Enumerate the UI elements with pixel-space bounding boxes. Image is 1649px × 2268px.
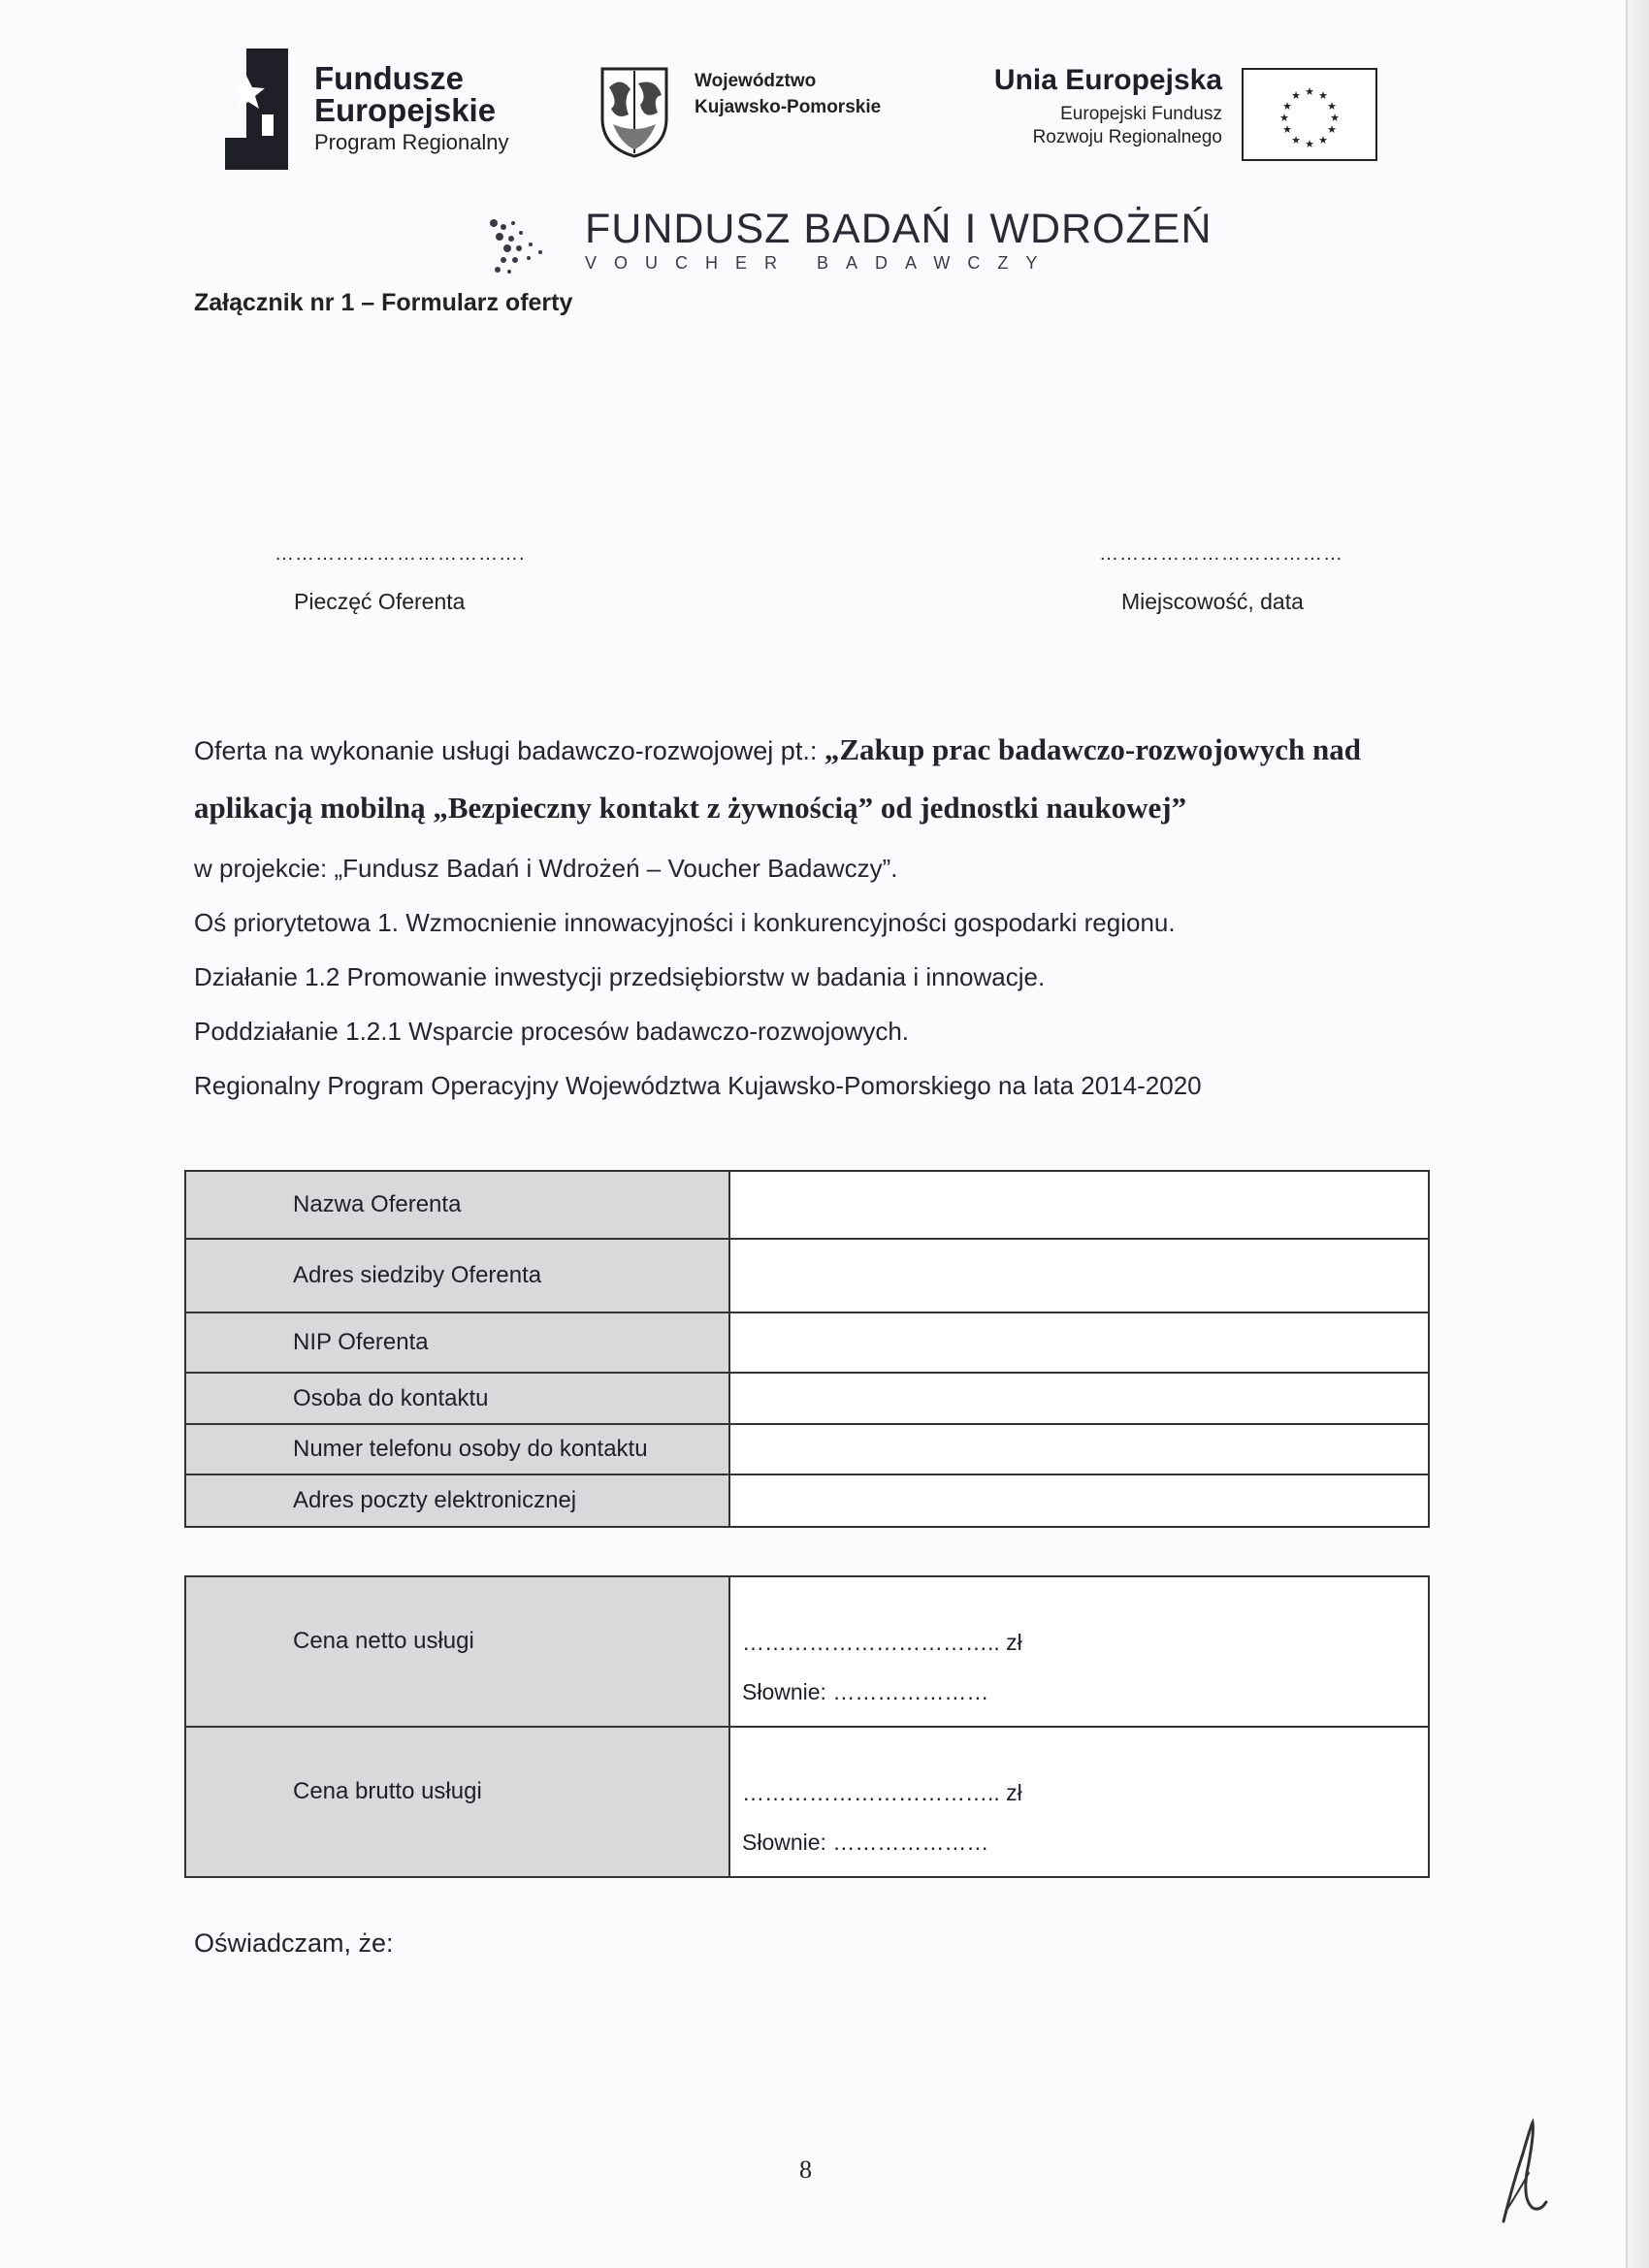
svg-text:★: ★ [1305,85,1314,98]
gross-price-amount[interactable]: …………………………….. zł [742,1780,1022,1805]
table-row [185,1474,1429,1527]
contact-person-label: Osoba do kontaktu [185,1373,729,1424]
svg-text:★: ★ [1291,134,1301,146]
offeror-nip-label: NIP Oferenta [185,1312,729,1373]
net-price-value-cell[interactable] [729,1576,1429,1727]
table-row [185,1373,1429,1424]
dots-icon [490,217,546,275]
offer-title-part2: aplikacją mobilną „Bezpieczny kontakt z żywnością” od jednostki naukowej” [194,791,1187,825]
wojewodztwo-line1: Województwo [695,71,817,91]
svg-text:★: ★ [1318,89,1328,102]
fe-star-icon [225,49,288,170]
offer-title-part1: „Zakup prac badawczo-rozwojowych nad [824,732,1361,766]
contact-phone-label: Numer telefonu osoby do kontaktu [185,1424,729,1474]
stamp-dotted-line: ………………………………. [275,543,526,565]
table-row [185,1576,1429,1727]
offeror-name-field[interactable] [729,1171,1429,1239]
gross-price-label: Cena brutto usługi [293,1778,482,1804]
svg-text:★: ★ [1327,100,1337,113]
attachment-title: Załącznik nr 1 – Formularz oferty [194,289,573,316]
paragraph-project: w projekcie: „Fundusz Badań i Wdrożeń – Voucher Badawczy”. [194,854,898,883]
unia-europejska-logo [922,64,1377,161]
gross-price-value-cell[interactable] [729,1727,1429,1877]
gross-price-cell [185,1727,729,1877]
fe-logo-line2: Europejskie [314,92,497,128]
table-row [185,1239,1429,1312]
coat-of-arms-icon [599,66,669,159]
offer-intro [194,732,1361,767]
net-price-amount[interactable]: …………………………….. zł [742,1630,1022,1655]
paragraph-subaction: Poddziałanie 1.2.1 Wsparcie procesów badawczo-rozwojowych. [194,1017,910,1046]
net-price-words[interactable]: Słownie: ………………… [742,1679,989,1704]
paragraph-priority-axis: Oś priorytetowa 1. Wzmocnienie innowacyjności i konkurencyjności gospodarki regionu. [194,908,1176,937]
fbw-subtitle: VOUCHER BADAWCZY [585,253,1055,273]
paragraph-program: Regionalny Program Operacyjny Województwa Kujawsko-Pomorskiego na lata 2014-2020 [194,1071,1202,1100]
svg-text:★: ★ [1327,123,1337,136]
ue-logo-line2: Europejski Fundusz [1060,104,1222,124]
contact-phone-field[interactable] [729,1424,1429,1474]
svg-text:★: ★ [1282,123,1292,136]
wojewodztwo-logo [599,66,924,163]
stamp-label: Pieczęć Oferenta [294,589,466,614]
offeror-address-label: Adres siedziby Oferenta [185,1239,729,1312]
declaration-text: Oświadczam, że: [194,1928,394,1958]
fundusz-badan-logo [490,206,1212,283]
signature-mark [1494,2115,1562,2231]
table-row [185,1312,1429,1373]
eu-flag-icon [1242,68,1377,161]
offer-intro-prefix: Oferta na wykonanie usługi badawczo-rozwojowej pt.: [194,736,824,765]
ue-logo-line1: Unia Europejska [993,64,1222,96]
place-date-label: Miejscowość, data [1121,589,1304,614]
table-row [185,1424,1429,1474]
ue-logo-line3: Rozwoju Regionalnego [1032,127,1222,147]
offeror-table [184,1170,1430,1528]
net-price-label: Cena netto usługi [293,1628,474,1654]
svg-text:★: ★ [1318,134,1328,146]
offeror-name-label: Nazwa Oferenta [185,1171,729,1239]
place-dotted-line: ……………………………… [1099,543,1343,565]
svg-text:★: ★ [1279,112,1289,124]
offeror-address-field[interactable] [729,1239,1429,1312]
fe-logo-line1: Fundusze [314,60,464,96]
email-label: Adres poczty elektronicznej [185,1474,729,1527]
fbw-title: FUNDUSZ BADAŃ I WDROŻEŃ [585,206,1212,252]
fundusze-europejskie-logo [225,49,551,170]
paragraph-action: Działanie 1.2 Promowanie inwestycji przedsiębiorstw w badania i innowacje. [194,962,1046,991]
gross-price-words[interactable]: Słownie: ………………… [742,1830,989,1855]
page-number: 8 [799,2155,812,2184]
fe-logo-line3: Program Regionalny [314,130,509,154]
scan-edge [1626,0,1649,2268]
contact-person-field[interactable] [729,1373,1429,1424]
wojewodztwo-line2: Kujawsko-Pomorskie [695,97,882,117]
svg-text:★: ★ [1305,138,1314,150]
price-table [184,1575,1430,1878]
svg-text:★: ★ [1282,100,1292,113]
table-row [185,1171,1429,1239]
offeror-nip-field[interactable] [729,1312,1429,1373]
svg-text:★: ★ [1330,112,1340,124]
net-price-cell [185,1576,729,1727]
email-field[interactable] [729,1474,1429,1527]
table-row [185,1727,1429,1877]
svg-text:★: ★ [1291,89,1301,102]
